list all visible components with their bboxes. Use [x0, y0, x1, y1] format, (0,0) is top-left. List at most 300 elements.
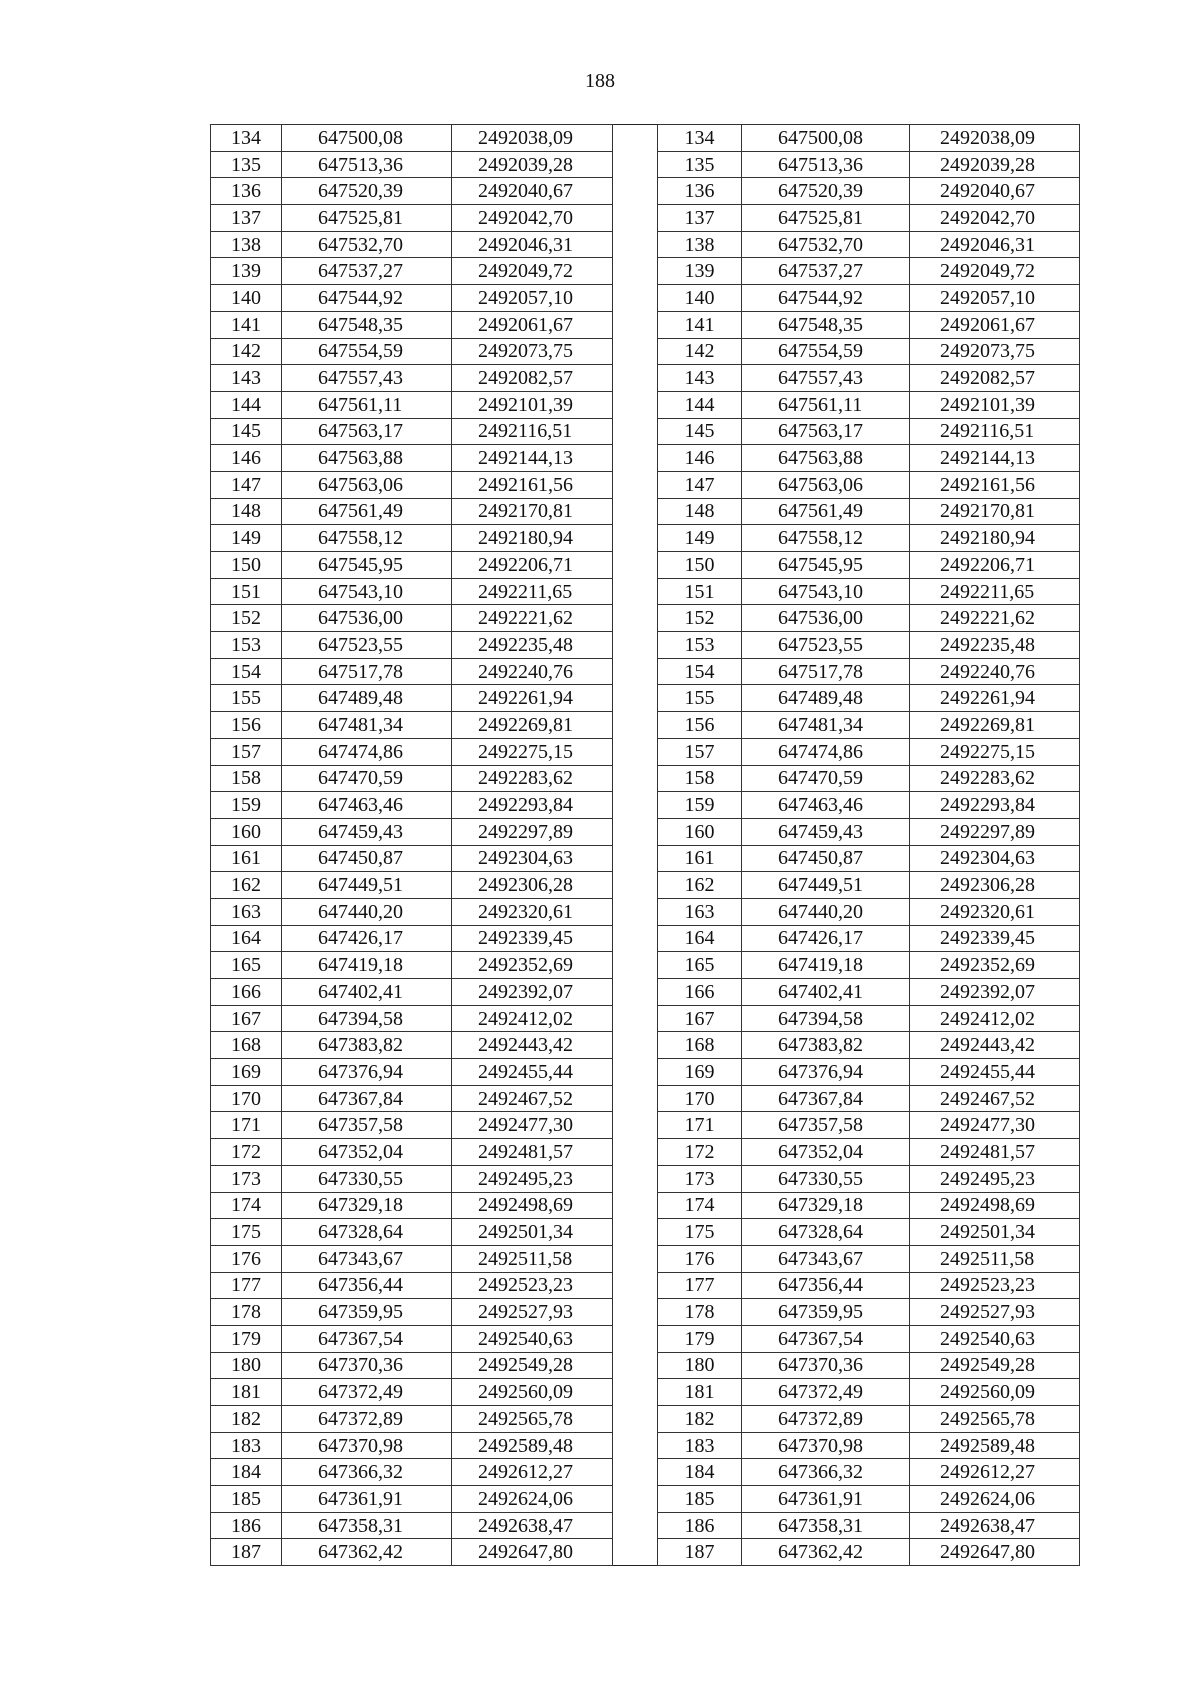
table-row [211, 872, 1080, 899]
column-gap [613, 1005, 658, 1032]
y-coordinate-right: 2492647,80 [910, 1539, 1080, 1566]
point-number-right: 180 [658, 1352, 742, 1379]
column-gap [613, 872, 658, 899]
point-number-right: 168 [658, 1032, 742, 1059]
x-coordinate-right: 647563,06 [742, 471, 910, 498]
table-row [211, 898, 1080, 925]
point-number-left: 169 [211, 1059, 282, 1086]
column-gap [613, 1432, 658, 1459]
table-row [211, 1432, 1080, 1459]
y-coordinate-left: 2492498,69 [452, 1192, 613, 1219]
point-number-right: 145 [658, 418, 742, 445]
x-coordinate-left: 647554,59 [282, 338, 452, 365]
y-coordinate-right: 2492352,69 [910, 952, 1080, 979]
y-coordinate-left: 2492352,69 [452, 952, 613, 979]
point-number-left: 168 [211, 1032, 282, 1059]
x-coordinate-left: 647394,58 [282, 1005, 452, 1032]
x-coordinate-right: 647372,49 [742, 1379, 910, 1406]
column-gap [613, 445, 658, 472]
column-gap [613, 792, 658, 819]
y-coordinate-right: 2492101,39 [910, 391, 1080, 418]
table-row [211, 471, 1080, 498]
column-gap [613, 525, 658, 552]
x-coordinate-right: 647370,36 [742, 1352, 910, 1379]
column-gap [613, 952, 658, 979]
x-coordinate-left: 647366,32 [282, 1459, 452, 1486]
point-number-left: 186 [211, 1512, 282, 1539]
table-row [211, 445, 1080, 472]
point-number-left: 183 [211, 1432, 282, 1459]
x-coordinate-left: 647500,08 [282, 125, 452, 152]
y-coordinate-left: 2492283,62 [452, 765, 613, 792]
y-coordinate-left: 2492275,15 [452, 738, 613, 765]
x-coordinate-left: 647536,00 [282, 605, 452, 632]
x-coordinate-left: 647372,89 [282, 1406, 452, 1433]
x-coordinate-left: 647474,86 [282, 738, 452, 765]
x-coordinate-right: 647523,55 [742, 632, 910, 659]
point-number-right: 174 [658, 1192, 742, 1219]
y-coordinate-left: 2492040,67 [452, 178, 613, 205]
table-row [211, 1325, 1080, 1352]
point-number-left: 146 [211, 445, 282, 472]
x-coordinate-left: 647561,49 [282, 498, 452, 525]
y-coordinate-left: 2492560,09 [452, 1379, 613, 1406]
point-number-left: 156 [211, 712, 282, 739]
y-coordinate-right: 2492240,76 [910, 658, 1080, 685]
column-gap [613, 1539, 658, 1566]
point-number-right: 184 [658, 1459, 742, 1486]
y-coordinate-right: 2492170,81 [910, 498, 1080, 525]
x-coordinate-right: 647367,54 [742, 1325, 910, 1352]
y-coordinate-left: 2492170,81 [452, 498, 613, 525]
y-coordinate-left: 2492049,72 [452, 258, 613, 285]
column-gap [613, 1139, 658, 1166]
x-coordinate-right: 647520,39 [742, 178, 910, 205]
x-coordinate-right: 647394,58 [742, 1005, 910, 1032]
x-coordinate-left: 647525,81 [282, 205, 452, 232]
y-coordinate-right: 2492116,51 [910, 418, 1080, 445]
y-coordinate-left: 2492057,10 [452, 285, 613, 312]
point-number-left: 185 [211, 1486, 282, 1513]
point-number-left: 157 [211, 738, 282, 765]
table-row [211, 151, 1080, 178]
y-coordinate-right: 2492527,93 [910, 1299, 1080, 1326]
x-coordinate-left: 647328,64 [282, 1219, 452, 1246]
point-number-left: 150 [211, 552, 282, 579]
point-number-left: 181 [211, 1379, 282, 1406]
y-coordinate-left: 2492647,80 [452, 1539, 613, 1566]
y-coordinate-right: 2492589,48 [910, 1432, 1080, 1459]
point-number-left: 158 [211, 765, 282, 792]
y-coordinate-left: 2492240,76 [452, 658, 613, 685]
table-row [211, 205, 1080, 232]
y-coordinate-right: 2492040,67 [910, 178, 1080, 205]
x-coordinate-right: 647352,04 [742, 1139, 910, 1166]
point-number-left: 175 [211, 1219, 282, 1246]
point-number-left: 178 [211, 1299, 282, 1326]
point-number-right: 143 [658, 365, 742, 392]
column-gap [613, 1325, 658, 1352]
point-number-left: 140 [211, 285, 282, 312]
table-row [211, 285, 1080, 312]
point-number-left: 163 [211, 898, 282, 925]
point-number-left: 180 [211, 1352, 282, 1379]
y-coordinate-right: 2492269,81 [910, 712, 1080, 739]
table-row [211, 845, 1080, 872]
x-coordinate-right: 647481,34 [742, 712, 910, 739]
table-row [211, 1059, 1080, 1086]
column-gap [613, 1486, 658, 1513]
x-coordinate-right: 647513,36 [742, 151, 910, 178]
x-coordinate-right: 647376,94 [742, 1059, 910, 1086]
x-coordinate-right: 647402,41 [742, 979, 910, 1006]
point-number-right: 152 [658, 605, 742, 632]
y-coordinate-left: 2492206,71 [452, 552, 613, 579]
table-row [211, 1192, 1080, 1219]
point-number-left: 148 [211, 498, 282, 525]
x-coordinate-left: 647545,95 [282, 552, 452, 579]
column-gap [613, 552, 658, 579]
point-number-right: 156 [658, 712, 742, 739]
point-number-right: 147 [658, 471, 742, 498]
point-number-left: 171 [211, 1112, 282, 1139]
x-coordinate-right: 647500,08 [742, 125, 910, 152]
y-coordinate-left: 2492304,63 [452, 845, 613, 872]
column-gap [613, 151, 658, 178]
y-coordinate-left: 2492297,89 [452, 818, 613, 845]
point-number-left: 182 [211, 1406, 282, 1433]
y-coordinate-right: 2492477,30 [910, 1112, 1080, 1139]
x-coordinate-right: 647561,11 [742, 391, 910, 418]
y-coordinate-right: 2492293,84 [910, 792, 1080, 819]
y-coordinate-left: 2492161,56 [452, 471, 613, 498]
x-coordinate-left: 647563,17 [282, 418, 452, 445]
y-coordinate-right: 2492057,10 [910, 285, 1080, 312]
y-coordinate-left: 2492180,94 [452, 525, 613, 552]
x-coordinate-left: 647329,18 [282, 1192, 452, 1219]
y-coordinate-right: 2492082,57 [910, 365, 1080, 392]
coordinate-table [210, 124, 1080, 1566]
y-coordinate-left: 2492392,07 [452, 979, 613, 1006]
point-number-right: 154 [658, 658, 742, 685]
table-row [211, 1379, 1080, 1406]
point-number-right: 186 [658, 1512, 742, 1539]
x-coordinate-left: 647537,27 [282, 258, 452, 285]
x-coordinate-right: 647426,17 [742, 925, 910, 952]
x-coordinate-right: 647329,18 [742, 1192, 910, 1219]
point-number-left: 170 [211, 1085, 282, 1112]
y-coordinate-right: 2492038,09 [910, 125, 1080, 152]
point-number-left: 141 [211, 311, 282, 338]
table-row [211, 1219, 1080, 1246]
table-row [211, 658, 1080, 685]
column-gap [613, 818, 658, 845]
y-coordinate-right: 2492235,48 [910, 632, 1080, 659]
y-coordinate-right: 2492339,45 [910, 925, 1080, 952]
table-row [211, 818, 1080, 845]
y-coordinate-right: 2492455,44 [910, 1059, 1080, 1086]
point-number-right: 170 [658, 1085, 742, 1112]
point-number-left: 174 [211, 1192, 282, 1219]
x-coordinate-right: 647563,88 [742, 445, 910, 472]
y-coordinate-right: 2492612,27 [910, 1459, 1080, 1486]
point-number-left: 154 [211, 658, 282, 685]
y-coordinate-right: 2492540,63 [910, 1325, 1080, 1352]
column-gap [613, 1219, 658, 1246]
x-coordinate-left: 647372,49 [282, 1379, 452, 1406]
y-coordinate-left: 2492235,48 [452, 632, 613, 659]
column-gap [613, 1032, 658, 1059]
y-coordinate-right: 2492073,75 [910, 338, 1080, 365]
table-row [211, 952, 1080, 979]
x-coordinate-left: 647343,67 [282, 1245, 452, 1272]
point-number-left: 143 [211, 365, 282, 392]
x-coordinate-right: 647328,64 [742, 1219, 910, 1246]
point-number-left: 167 [211, 1005, 282, 1032]
y-coordinate-left: 2492412,02 [452, 1005, 613, 1032]
table-row [211, 1032, 1080, 1059]
y-coordinate-left: 2492501,34 [452, 1219, 613, 1246]
y-coordinate-left: 2492481,57 [452, 1139, 613, 1166]
page-number: 188 [585, 70, 615, 92]
point-number-right: 149 [658, 525, 742, 552]
point-number-left: 136 [211, 178, 282, 205]
table-row [211, 1539, 1080, 1566]
y-coordinate-left: 2492116,51 [452, 418, 613, 445]
table-row [211, 632, 1080, 659]
x-coordinate-right: 647557,43 [742, 365, 910, 392]
table-row [211, 552, 1080, 579]
point-number-right: 172 [658, 1139, 742, 1166]
y-coordinate-left: 2492565,78 [452, 1406, 613, 1433]
table-row [211, 925, 1080, 952]
point-number-left: 160 [211, 818, 282, 845]
x-coordinate-left: 647517,78 [282, 658, 452, 685]
y-coordinate-right: 2492144,13 [910, 445, 1080, 472]
table-row [211, 1512, 1080, 1539]
x-coordinate-right: 647543,10 [742, 578, 910, 605]
y-coordinate-left: 2492523,23 [452, 1272, 613, 1299]
y-coordinate-left: 2492467,52 [452, 1085, 613, 1112]
y-coordinate-right: 2492180,94 [910, 525, 1080, 552]
x-coordinate-left: 647543,10 [282, 578, 452, 605]
column-gap [613, 311, 658, 338]
column-gap [613, 258, 658, 285]
column-gap [613, 231, 658, 258]
x-coordinate-left: 647362,42 [282, 1539, 452, 1566]
column-gap [613, 205, 658, 232]
point-number-left: 145 [211, 418, 282, 445]
table-row [211, 391, 1080, 418]
column-gap [613, 685, 658, 712]
y-coordinate-left: 2492039,28 [452, 151, 613, 178]
table-row [211, 685, 1080, 712]
point-number-left: 165 [211, 952, 282, 979]
point-number-left: 159 [211, 792, 282, 819]
column-gap [613, 391, 658, 418]
y-coordinate-right: 2492039,28 [910, 151, 1080, 178]
y-coordinate-left: 2492320,61 [452, 898, 613, 925]
y-coordinate-left: 2492101,39 [452, 391, 613, 418]
point-number-right: 182 [658, 1406, 742, 1433]
point-number-right: 140 [658, 285, 742, 312]
x-coordinate-left: 647357,58 [282, 1112, 452, 1139]
x-coordinate-left: 647532,70 [282, 231, 452, 258]
point-number-right: 144 [658, 391, 742, 418]
table-row [211, 1085, 1080, 1112]
column-gap [613, 338, 658, 365]
column-gap [613, 178, 658, 205]
y-coordinate-right: 2492161,56 [910, 471, 1080, 498]
column-gap [613, 1165, 658, 1192]
table-row [211, 311, 1080, 338]
x-coordinate-left: 647352,04 [282, 1139, 452, 1166]
x-coordinate-left: 647520,39 [282, 178, 452, 205]
y-coordinate-right: 2492412,02 [910, 1005, 1080, 1032]
point-number-right: 166 [658, 979, 742, 1006]
y-coordinate-right: 2492046,31 [910, 231, 1080, 258]
table-row [211, 1486, 1080, 1513]
y-coordinate-left: 2492339,45 [452, 925, 613, 952]
point-number-right: 148 [658, 498, 742, 525]
x-coordinate-right: 647563,17 [742, 418, 910, 445]
column-gap [613, 578, 658, 605]
x-coordinate-left: 647359,95 [282, 1299, 452, 1326]
x-coordinate-left: 647561,11 [282, 391, 452, 418]
point-number-left: 134 [211, 125, 282, 152]
x-coordinate-left: 647402,41 [282, 979, 452, 1006]
y-coordinate-right: 2492523,23 [910, 1272, 1080, 1299]
table-row [211, 979, 1080, 1006]
point-number-right: 136 [658, 178, 742, 205]
y-coordinate-left: 2492306,28 [452, 872, 613, 899]
point-number-right: 157 [658, 738, 742, 765]
y-coordinate-right: 2492624,06 [910, 1486, 1080, 1513]
table-row [211, 1139, 1080, 1166]
y-coordinate-left: 2492061,67 [452, 311, 613, 338]
y-coordinate-left: 2492612,27 [452, 1459, 613, 1486]
y-coordinate-left: 2492549,28 [452, 1352, 613, 1379]
y-coordinate-right: 2492392,07 [910, 979, 1080, 1006]
x-coordinate-right: 647383,82 [742, 1032, 910, 1059]
column-gap [613, 1352, 658, 1379]
y-coordinate-right: 2492275,15 [910, 738, 1080, 765]
x-coordinate-right: 647357,58 [742, 1112, 910, 1139]
point-number-left: 187 [211, 1539, 282, 1566]
point-number-left: 153 [211, 632, 282, 659]
table-row [211, 605, 1080, 632]
y-coordinate-right: 2492042,70 [910, 205, 1080, 232]
point-number-right: 160 [658, 818, 742, 845]
y-coordinate-right: 2492283,62 [910, 765, 1080, 792]
column-gap [613, 712, 658, 739]
point-number-left: 137 [211, 205, 282, 232]
column-gap [613, 632, 658, 659]
x-coordinate-right: 647449,51 [742, 872, 910, 899]
y-coordinate-right: 2492565,78 [910, 1406, 1080, 1433]
point-number-right: 173 [658, 1165, 742, 1192]
y-coordinate-right: 2492498,69 [910, 1192, 1080, 1219]
point-number-right: 187 [658, 1539, 742, 1566]
point-number-left: 176 [211, 1245, 282, 1272]
x-coordinate-right: 647517,78 [742, 658, 910, 685]
point-number-right: 150 [658, 552, 742, 579]
point-number-right: 167 [658, 1005, 742, 1032]
x-coordinate-right: 647548,35 [742, 311, 910, 338]
point-number-right: 176 [658, 1245, 742, 1272]
x-coordinate-right: 647558,12 [742, 525, 910, 552]
column-gap [613, 1192, 658, 1219]
x-coordinate-left: 647489,48 [282, 685, 452, 712]
x-coordinate-left: 647563,06 [282, 471, 452, 498]
table-row [211, 792, 1080, 819]
point-number-left: 184 [211, 1459, 282, 1486]
x-coordinate-left: 647370,98 [282, 1432, 452, 1459]
table-row [211, 525, 1080, 552]
point-number-left: 149 [211, 525, 282, 552]
point-number-left: 177 [211, 1272, 282, 1299]
x-coordinate-right: 647440,20 [742, 898, 910, 925]
point-number-left: 161 [211, 845, 282, 872]
table-row [211, 1272, 1080, 1299]
point-number-right: 161 [658, 845, 742, 872]
table-row [211, 738, 1080, 765]
y-coordinate-right: 2492304,63 [910, 845, 1080, 872]
x-coordinate-right: 647544,92 [742, 285, 910, 312]
table-row [211, 258, 1080, 285]
column-gap [613, 1085, 658, 1112]
column-gap [613, 1245, 658, 1272]
y-coordinate-right: 2492320,61 [910, 898, 1080, 925]
table-row [211, 1112, 1080, 1139]
y-coordinate-left: 2492455,44 [452, 1059, 613, 1086]
point-number-right: 177 [658, 1272, 742, 1299]
table-row [211, 578, 1080, 605]
point-number-left: 164 [211, 925, 282, 952]
x-coordinate-left: 647426,17 [282, 925, 452, 952]
table-row [211, 498, 1080, 525]
point-number-right: 178 [658, 1299, 742, 1326]
x-coordinate-right: 647536,00 [742, 605, 910, 632]
point-number-left: 162 [211, 872, 282, 899]
point-number-right: 134 [658, 125, 742, 152]
point-number-right: 135 [658, 151, 742, 178]
point-number-right: 181 [658, 1379, 742, 1406]
y-coordinate-right: 2492211,65 [910, 578, 1080, 605]
y-coordinate-right: 2492221,62 [910, 605, 1080, 632]
x-coordinate-right: 647489,48 [742, 685, 910, 712]
table-row [211, 125, 1080, 152]
point-number-right: 137 [658, 205, 742, 232]
x-coordinate-left: 647376,94 [282, 1059, 452, 1086]
x-coordinate-right: 647370,98 [742, 1432, 910, 1459]
point-number-left: 138 [211, 231, 282, 258]
x-coordinate-left: 647523,55 [282, 632, 452, 659]
point-number-left: 151 [211, 578, 282, 605]
x-coordinate-left: 647470,59 [282, 765, 452, 792]
x-coordinate-left: 647419,18 [282, 952, 452, 979]
y-coordinate-left: 2492477,30 [452, 1112, 613, 1139]
y-coordinate-left: 2492221,62 [452, 605, 613, 632]
x-coordinate-right: 647367,84 [742, 1085, 910, 1112]
x-coordinate-right: 647372,89 [742, 1406, 910, 1433]
point-number-left: 152 [211, 605, 282, 632]
y-coordinate-right: 2492495,23 [910, 1165, 1080, 1192]
y-coordinate-right: 2492061,67 [910, 311, 1080, 338]
column-gap [613, 658, 658, 685]
column-gap [613, 605, 658, 632]
column-gap [613, 1059, 658, 1086]
